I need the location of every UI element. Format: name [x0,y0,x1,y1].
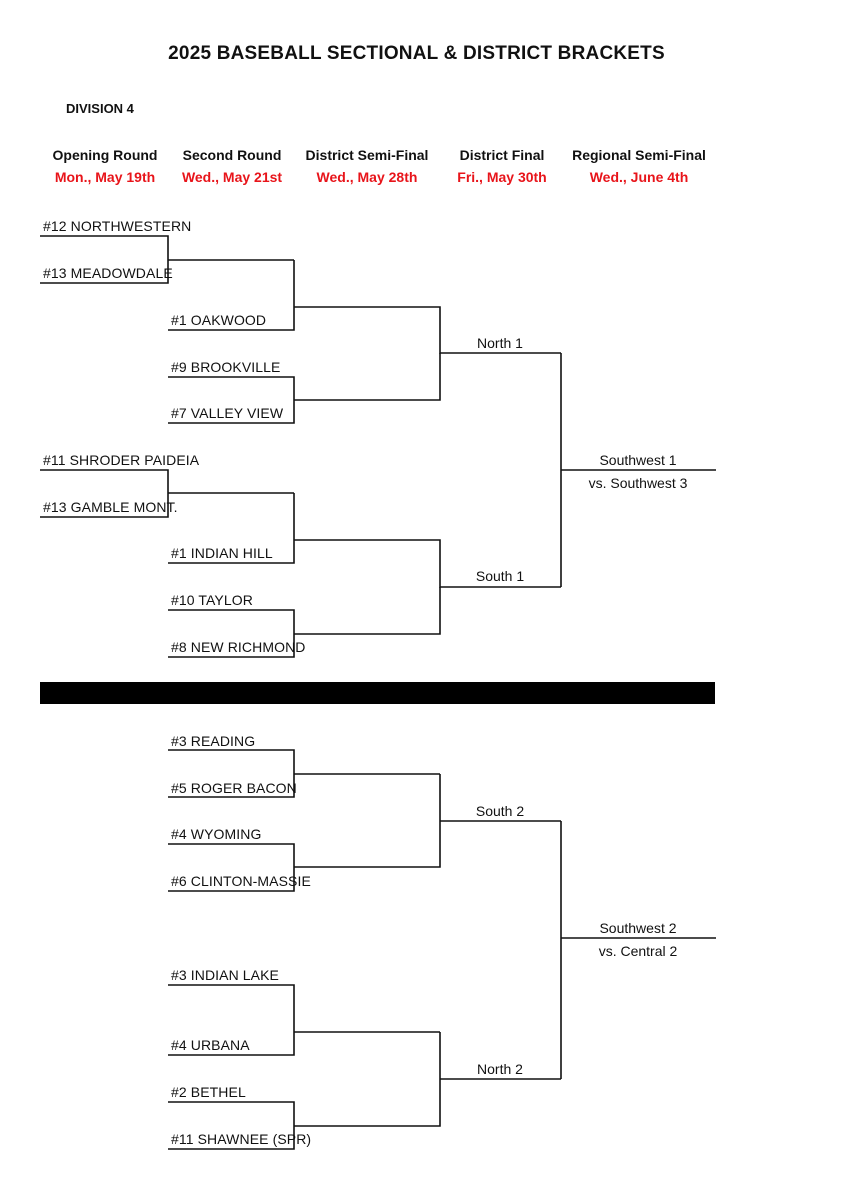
team-second: #1 OAKWOOD [171,312,267,328]
team-opening: #13 GAMBLE MONT. [43,499,178,515]
team-second: #2 BETHEL [171,1084,246,1100]
regional-opponent: vs. Southwest 3 [588,475,688,491]
team-opening: #11 SHRODER PAIDEIA [43,452,200,468]
team-second: #9 BROOKVILLE [171,359,281,375]
round-name: Second Round [182,147,282,163]
district-final-slot: South 1 [475,568,525,584]
regional-opponent: vs. Central 2 [598,943,678,959]
district-final-slot: North 1 [477,335,523,351]
team-second: #1 INDIAN HILL [171,545,273,561]
round-name: Opening Round [52,147,158,163]
team-second: #4 URBANA [171,1037,250,1053]
team-second: #8 NEW RICHMOND [171,639,306,655]
team-second: #10 TAYLOR [171,592,253,608]
page-title: 2025 BASEBALL SECTIONAL & DISTRICT BRACKETS [168,43,665,64]
team-second: #11 SHAWNEE (SPR) [171,1131,312,1147]
district-final-slot: South 2 [475,803,525,819]
bracket-line [561,353,716,587]
team-opening: #13 MEADOWDALE [43,265,173,281]
team-second: #6 CLINTON-MASSIE [171,873,311,889]
round-name: Regional Semi-Final [572,147,706,163]
round-name: District Final [459,147,545,163]
district-final-slot: North 2 [477,1061,523,1077]
team-second: #7 VALLEY VIEW [171,405,284,421]
round-date: Wed., May 28th [316,169,418,185]
team-second: #4 WYOMING [171,826,262,842]
team-opening: #12 NORTHWESTERN [43,218,192,234]
team-second: #3 INDIAN LAKE [171,967,279,983]
round-date: Fri., May 30th [457,169,547,185]
team-second: #3 READING [171,733,256,749]
regional-slot: Southwest 1 [599,452,677,468]
round-date: Wed., June 4th [589,169,689,185]
division-label: DIVISION 4 [66,101,134,116]
round-date: Mon., May 19th [54,169,156,185]
round-date: Wed., May 21st [181,169,283,185]
regional-slot: Southwest 2 [599,920,677,936]
bracket-divider [40,682,715,704]
team-second: #5 ROGER BACON [171,780,297,796]
round-name: District Semi-Final [305,147,429,163]
